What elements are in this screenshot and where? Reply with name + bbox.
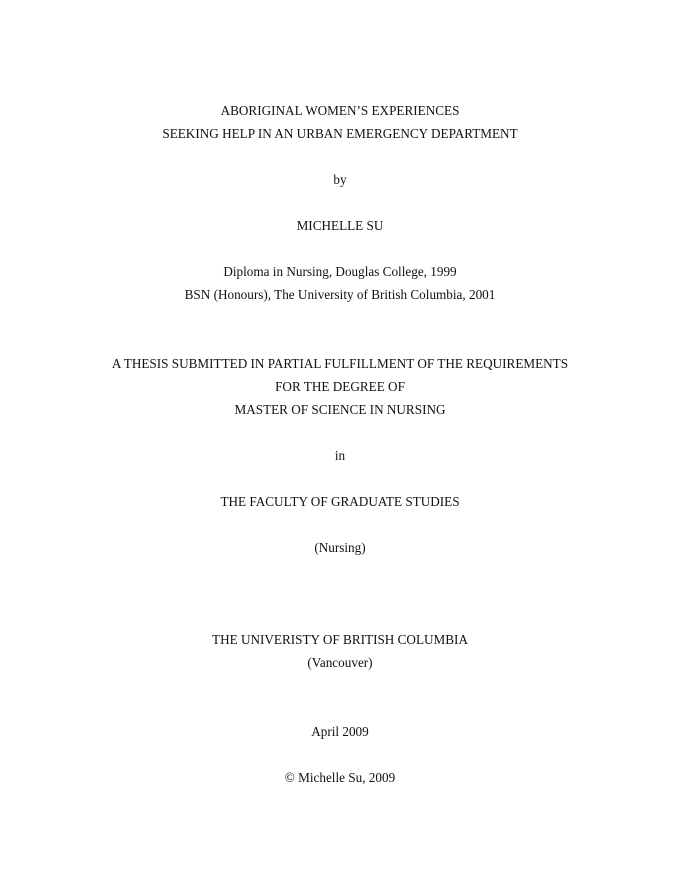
by-text: by xyxy=(333,172,347,187)
submission-date: April 2009 xyxy=(311,724,369,739)
credential-bsn: BSN (Honours), The University of British Columbia, 2001 xyxy=(184,287,496,302)
title-line-1: ABORIGINAL WOMEN’S EXPERIENCES xyxy=(220,103,460,118)
faculty-name: THE FACULTY OF GRADUATE STUDIES xyxy=(220,494,460,509)
title-line-2: SEEKING HELP IN AN URBAN EMERGENCY DEPARTMENT xyxy=(162,126,518,141)
thesis-statement-line-3: MASTER OF SCIENCE IN NURSING xyxy=(234,402,446,417)
credential-diploma: Diploma in Nursing, Douglas College, 1999 xyxy=(223,264,457,279)
thesis-statement-line-1: A THESIS SUBMITTED IN PARTIAL FULFILLMENT OF THE REQUIREMENTS xyxy=(111,356,569,371)
program-name: (Nursing) xyxy=(314,540,366,555)
thesis-statement-line-2: FOR THE DEGREE OF xyxy=(275,379,405,394)
campus-name: (Vancouver) xyxy=(307,655,373,670)
copyright-notice: © Michelle Su, 2009 xyxy=(284,770,396,785)
author-name: MICHELLE SU xyxy=(296,218,384,233)
university-name: THE UNIVERISTY OF BRITISH COLUMBIA xyxy=(212,632,468,647)
in-text: in xyxy=(334,448,346,463)
